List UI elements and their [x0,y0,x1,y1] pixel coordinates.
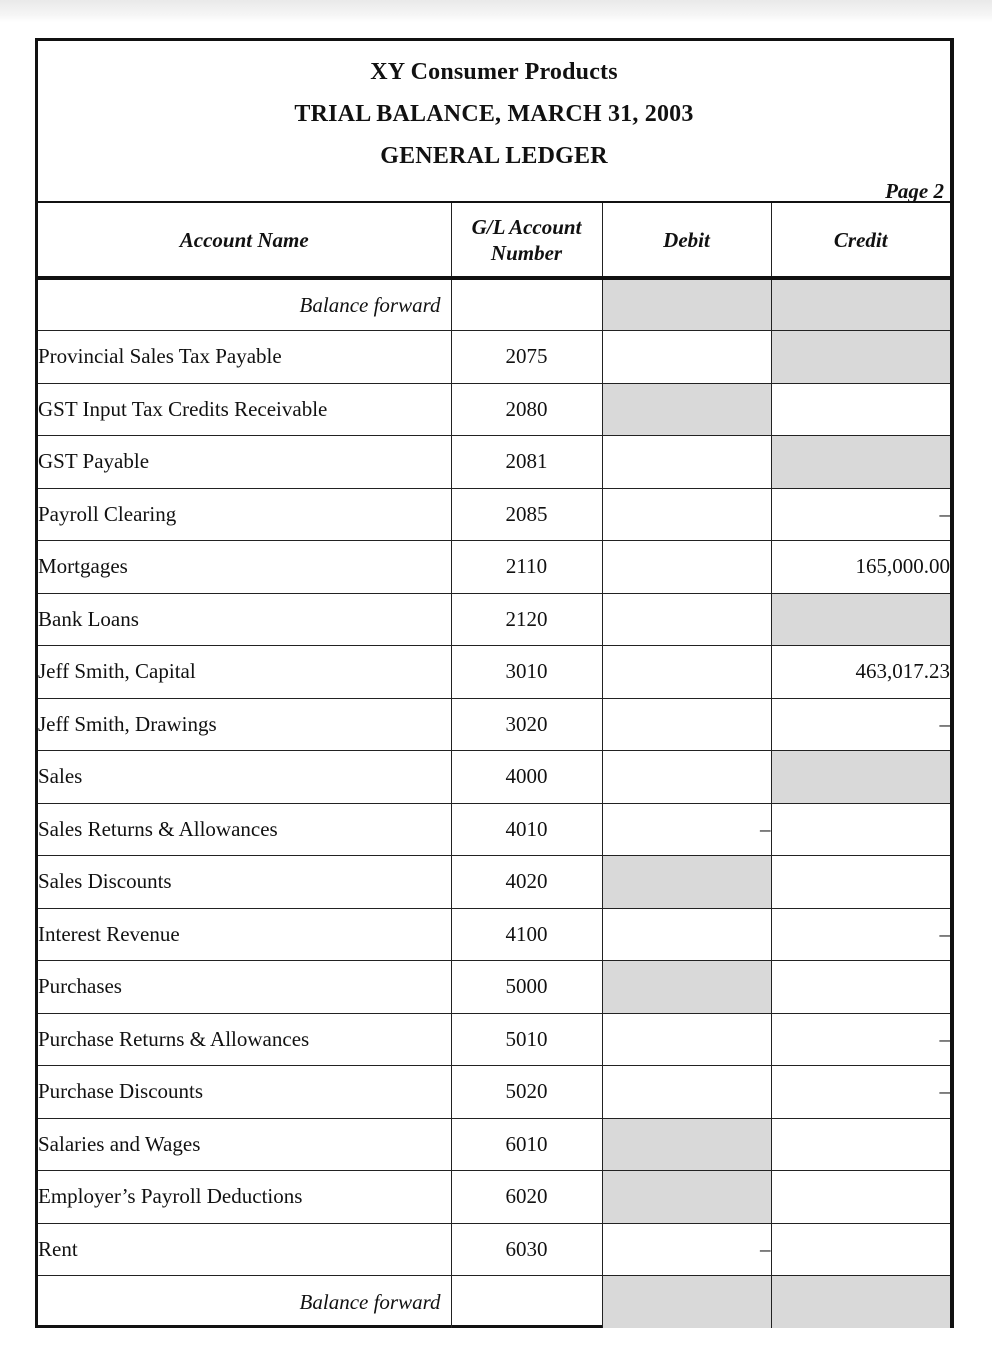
gl-number: 4100 [451,908,602,961]
account-name: Jeff Smith, Drawings [38,698,451,751]
debit-cell [602,961,771,1014]
column-header-debit: Debit [602,202,771,278]
ledger-title: GENERAL LEDGER [380,143,608,169]
debit-cell [602,488,771,541]
gl-number: 2080 [451,383,602,436]
gl-number: 3010 [451,646,602,699]
debit-cell [602,856,771,909]
table-row [38,1118,950,1171]
credit-cell [771,1171,950,1224]
gl-number: 2081 [451,436,602,489]
table-row [38,1171,950,1224]
gl-number: 5010 [451,1013,602,1066]
credit-cell: – [771,1013,950,1066]
credit-cell [771,383,950,436]
table-row [38,1013,950,1066]
table-row [38,908,950,961]
gl-number: 6010 [451,1118,602,1171]
credit-cell: – [771,1066,950,1119]
credit-cell [771,1118,950,1171]
account-name: Balance forward [38,1276,451,1329]
column-header-gl-number-label: G/L Account Number [471,214,582,265]
table-header-row [38,202,950,278]
account-name: Sales Discounts [38,856,451,909]
table-row [38,751,950,804]
debit-cell [602,698,771,751]
credit-cell [771,436,950,489]
credit-cell: – [771,908,950,961]
gl-number: 4010 [451,803,602,856]
debit-cell [602,751,771,804]
account-name: Purchases [38,961,451,1014]
credit-cell: 165,000.00 [771,541,950,594]
debit-cell [602,331,771,384]
debit-cell [602,541,771,594]
column-header-gl-number [451,202,602,278]
gl-number: 2120 [451,593,602,646]
credit-cell [771,331,950,384]
report-title: TRIAL BALANCE, MARCH 31, 2003 [294,101,694,127]
gl-number: 5000 [451,961,602,1014]
account-name: Provincial Sales Tax Payable [38,331,451,384]
credit-cell [771,1223,950,1276]
page-number: Page 2 [885,179,944,203]
table-row [38,541,950,594]
table-row [38,646,950,699]
credit-cell [771,278,950,331]
column-header-account-name: Account Name [38,202,451,278]
table-row [38,1066,950,1119]
account-name: Employer’s Payroll Deductions [38,1171,451,1224]
viewer-top-bar [0,0,992,22]
credit-cell: – [771,698,950,751]
gl-number: 2085 [451,488,602,541]
account-name: Sales [38,751,451,804]
report-header [38,41,950,201]
debit-cell [602,646,771,699]
debit-cell [602,1276,771,1329]
account-name: GST Payable [38,436,451,489]
debit-cell: – [602,803,771,856]
table-row [38,488,950,541]
company-name: XY Consumer Products [370,59,618,85]
table-row [38,1223,950,1276]
table-row [38,1276,950,1329]
debit-cell [602,278,771,331]
column-header-credit: Credit [771,202,950,278]
credit-cell [771,961,950,1014]
debit-cell [602,1118,771,1171]
table-row [38,698,950,751]
credit-cell [771,856,950,909]
ledger-table [38,201,950,1328]
gl-number: 5020 [451,1066,602,1119]
account-name: Interest Revenue [38,908,451,961]
account-name: GST Input Tax Credits Receivable [38,383,451,436]
account-name: Payroll Clearing [38,488,451,541]
gl-number: 6020 [451,1171,602,1224]
debit-cell [602,1171,771,1224]
gl-number [451,1276,602,1329]
account-name: Mortgages [38,541,451,594]
debit-cell [602,1066,771,1119]
table-row [38,961,950,1014]
table-row [38,856,950,909]
account-name: Sales Returns & Allowances [38,803,451,856]
table-row [38,383,950,436]
credit-cell: – [771,488,950,541]
table-row [38,803,950,856]
gl-number: 4020 [451,856,602,909]
debit-cell [602,593,771,646]
trial-balance-sheet [35,38,954,1328]
debit-cell: – [602,1223,771,1276]
account-name: Salaries and Wages [38,1118,451,1171]
gl-number [451,278,602,331]
account-name: Purchase Discounts [38,1066,451,1119]
credit-cell [771,803,950,856]
credit-cell [771,593,950,646]
gl-number: 2110 [451,541,602,594]
credit-cell [771,751,950,804]
account-name: Purchase Returns & Allowances [38,1013,451,1066]
account-name: Jeff Smith, Capital [38,646,451,699]
table-row [38,593,950,646]
table-row [38,331,950,384]
gl-number: 6030 [451,1223,602,1276]
gl-number: 2075 [451,331,602,384]
debit-cell [602,1013,771,1066]
table-row [38,278,950,331]
table-row [38,436,950,489]
credit-cell: 463,017.23 [771,646,950,699]
debit-cell [602,436,771,489]
account-name: Balance forward [38,278,451,331]
gl-number: 4000 [451,751,602,804]
credit-cell [771,1276,950,1329]
debit-cell [602,383,771,436]
account-name: Bank Loans [38,593,451,646]
gl-number: 3020 [451,698,602,751]
debit-cell [602,908,771,961]
account-name: Rent [38,1223,451,1276]
